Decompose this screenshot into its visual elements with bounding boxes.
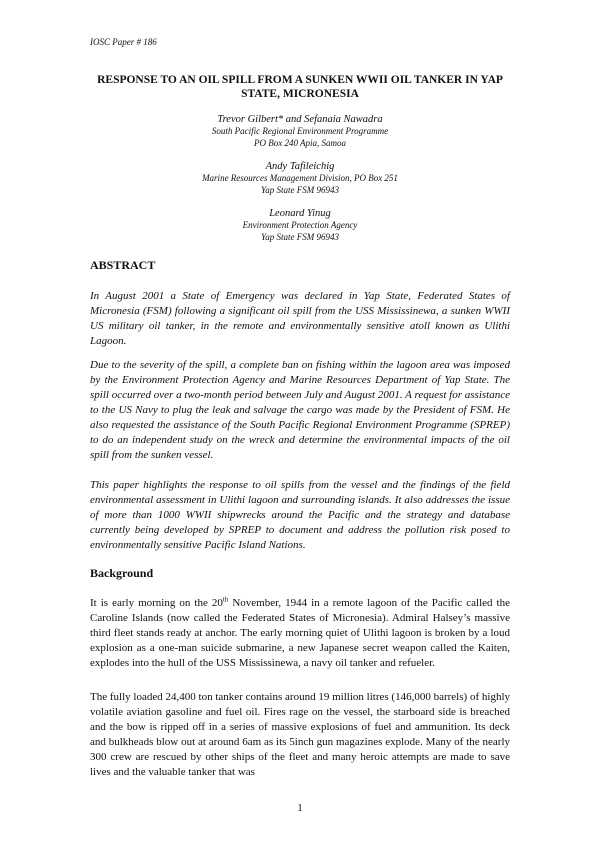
background-paragraph: The fully loaded 24,400 ton tanker contains around 19 million litres (146,000 barrels) of highly volatile aviation gasoline and fuel oil. Fires rage on the vessel, the starboard side is breached and the bow is ripped off in a series of massive explosions of fuel and ammunition. Its deck and bulkheads blow out at around 6am as its 5inch gun magazines explode. Many of the nearly 300 crew are rescued by other ships of the fleet and many heroic attempts are made to save lives and the valuable tanker that was <box>90 691 510 778</box>
author-block <box>90 113 510 149</box>
paper-title: RESPONSE TO AN OIL SPILL FROM A SUNKEN WWII OIL TANKER IN YAP STATE, MICRONESIA <box>97 74 503 100</box>
author-block <box>90 160 510 196</box>
author-name: Trevor Gilbert* and Sefanaia Nawadra <box>217 114 383 125</box>
author-name: Andy Tafileichig <box>265 161 335 172</box>
author-list <box>90 113 510 254</box>
author-block <box>90 207 510 243</box>
paragraph-text: November, 1944 in a remote lagoon of the Pacific called the Caroline Islands (now called the Federated States of Micronesia). Admiral Halsey’s massive third fleet stands ready at anchor. The early morning quiet of Ulithi lagoon is broken by a loud explosion as a one-man suicide submarine, a new Japanese secret weapon called the Kaiten, explodes into the hull of the USS Mississinewa, a navy oil tanker and refueler. <box>90 597 510 669</box>
abstract-paragraph: Due to the severity of the spill, a complete ban on fishing within the lagoon area was imposed by the Environment Protection Agency and Marine Resources Department of Yap State. The spill occurred over a two-month period between July and August 2001. A request for assistance to the US Navy to plug the leak and salvage the cargo was made by the President of FSM. He also requested the assistance of the South Pacific Regional Environment Programme (SPREP) to do an independent study on the wreck and determine the environmental impacts of the oil spill from the sunken vessel. <box>90 359 510 461</box>
date-text: It is early morning on the 20 <box>90 597 223 609</box>
author-address: Yap State FSM 96943 <box>261 184 339 195</box>
author-address: PO Box 240 Apia, Samoa <box>253 137 347 148</box>
abstract-paragraph: In August 2001 a State of Emergency was declared in Yap State, Federated States of Micronesia (FSM) following a significant oil spill from the USS Mississinewa, a sunken WWII US military oil tanker, in the remote and environmentally sensitive atoll known as Ulithi Lagoon. <box>90 290 510 347</box>
background-paragraph <box>90 596 510 671</box>
abstract-heading: ABSTRACT <box>90 258 156 272</box>
author-affiliation: Environment Protection Agency <box>242 220 358 230</box>
background-heading: Background <box>90 566 154 580</box>
page-number: 1 <box>297 802 303 814</box>
author-affiliation: Marine Resources Management Division, PO Box 251 <box>202 173 398 183</box>
paper-id: IOSC Paper # 186 <box>90 37 157 47</box>
author-affiliation: South Pacific Regional Environment Programme <box>211 126 389 136</box>
author-address: Yap State FSM 96943 <box>261 231 339 242</box>
ordinal-suffix: th <box>222 595 229 604</box>
author-name: Leonard Yinug <box>269 208 331 219</box>
abstract-paragraph: This paper highlights the response to oil spills from the vessel and the findings of the field environmental assessment in Ulithi lagoon and surrounding islands. It also addresses the issue of more than 1000 WWII shipwrecks around the Pacific and the strategy and database currently being developed by SPREP to document and address the pollution risk posed to environmentally sensitive Pacific Island Nations. <box>90 479 510 551</box>
